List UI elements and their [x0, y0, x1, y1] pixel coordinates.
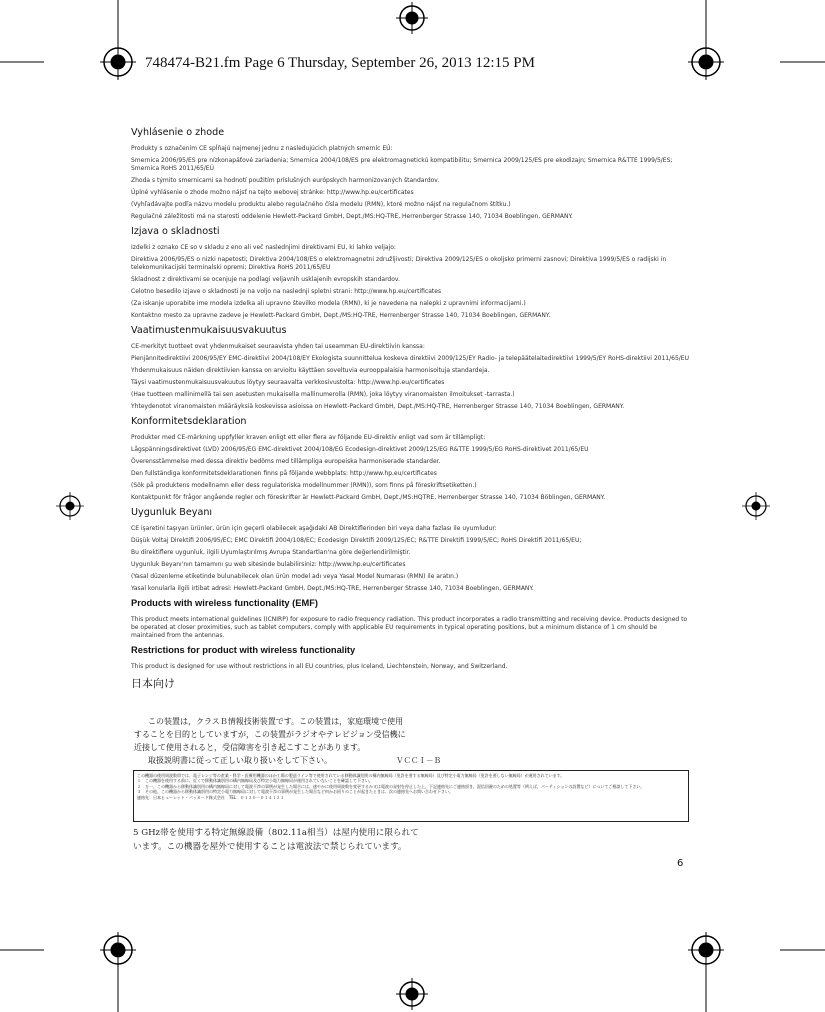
section-title: Izjava o skladnosti — [131, 226, 220, 237]
paragraph: Düşük Voltaj Direktifi 2006/95/EC; EMC Direktifi 2004/108/EC; Ecodesign Direktifi 2009/125/EC; R&TTE Direktifi 1999/5/EC; RoHS Direktifi 2011/65/EU; — [131, 537, 582, 544]
paragraph: This product is designed for use without restrictions in all EU countries, plus Iceland, Liechtenstein, Norway, and Switzerland. — [131, 663, 508, 670]
paragraph: Kontaktpunkt för frågor angående regler och föreskrifter är Hewlett-Packard GmbH, Dept./MS:HQTRE, Herrenberger Strasse 140, 71034 Böblingen, GERMANY. — [131, 494, 606, 501]
file-header: 748474-B21.fm Page 6 Thursday, September 26, 2013 12:15 PM — [145, 55, 535, 71]
paragraph: Uygunluk Beyanı'nın tamamını şu web sitesinde bulabilirsiniz: http://www.hp.eu/certificates — [131, 561, 406, 568]
ghz-line: います。この機器を屋外で使用することは電波法で禁じられています。 — [133, 842, 407, 852]
paragraph: Kontaktno mesto za upravne zadeve je Hewlett-Packard GmbH, Dept./MS:HQ-TRE, Herrenberger Strasse 140, 71034 Boeblingen, GERMANY. — [131, 312, 551, 319]
paragraph: (Vyhľadávajte podľa názvu modelu produktu alebo regulačného čísla modelu (RMN), ktoré možno nájsť na regulačnom štítku.) — [131, 201, 511, 208]
paragraph: (Yasal düzenleme etiketinde bulunabilecek olan ürün model adı veya Yasal Model Numarası (RMN) ile aratın.) — [131, 573, 459, 580]
paragraph: Yhteydenotot viranomaisten määräyksiä koskevissa asioissa on Hewlett-Packard GmbH, Dept./MS:HQ-TRE, Herrenberger Strasse 140, 71034 Boeblingen, GERMANY. — [131, 403, 625, 410]
section-title: Konformitetsdeklaration — [131, 416, 247, 427]
crop-mark-bottom-right — [688, 932, 825, 1012]
paragraph: This product meets international guidelines (ICNIRP) for exposure to radio frequency radiation. This product incorporates a radio transmitting and receiving device. Products designed to be operated at closer proximities, such as tablet computers, comply with applicable EU requirements in typical operating positions, but a minimum distance of 1 cm should be maintained from the antennas. — [131, 616, 688, 639]
paragraph: Täysi vaatimustenmukaisuusvakuutus löytyy seuraavalta verkkosivustolta: http://www.hp.eu/certificates — [131, 379, 445, 386]
box-line: １ この機器を使用する前に、近くで移動体識別用の構内無線局及び特定小電力無線局が運用されていないことを確認して下さい。 — [137, 778, 373, 784]
paragraph: (Za iskanje uporabite ime modela izdelka ali upravno številko modela (RMN), ki je navedena na nalepki z upravnimi informacijami.) — [131, 300, 526, 307]
section-title: Products with wireless functionality (EMF) — [131, 598, 318, 608]
paragraph: Zhoda s týmito smernicami sa hodnotí použitím príslušných európskych harmonizovaných štandardov. — [131, 177, 440, 184]
paragraph: Pienjännitedirektiivi 2006/95/EY EMC-direktiivi 2004/108/EY Ekologista suunnittelua koskeva direktiivi 2009/125/EY Radio- ja telepäätelaitedirektiivi 1999/5/EY RoHS-direktiivi 2011/65/EU — [131, 355, 689, 362]
crop-mark-middle-right — [742, 492, 770, 520]
section-emf — [131, 597, 693, 640]
ghz-line: 5 GHz帯を使用する特定無線設備（802.11a相当）は屋内使用に限られて — [133, 828, 419, 838]
vcci-code: ＶＣＣＩ－Ｂ — [396, 756, 441, 765]
box-line: ３ その他、この機器から移動体識別用の特定小電力無線局に対して電波干渉の事例が発生した場合など何かお困りのことが起きたときは、次の連絡先へお問い合わせ下さい。 — [137, 789, 453, 795]
section-title: Uygunluk Beyanı — [131, 507, 213, 518]
crop-mark-top-right — [688, 0, 825, 80]
vcci-line: この装置は，クラスＢ情報技術装置です。この装置は，家庭環境で使用 — [148, 717, 404, 726]
paragraph: Úplné vyhlásenie o zhode možno nájsť na tejto webovej stránke: http://www.hp.eu/certificates — [131, 189, 414, 196]
vcci-line: 近接して使用されると，受信障害を引き起こすことがあります。 — [134, 743, 366, 752]
section-turkish — [131, 506, 693, 593]
section-slovak — [131, 126, 693, 221]
vcci-notice — [134, 715, 444, 767]
paragraph: Lågspänningsdirektivet (LVD) 2006/95/EG EMC-direktivet 2004/108/EG Ecodesign-direktivet 2009/125/EG R&TTE 1999/5/EG RoHS-direktivet 2011/65/EU — [131, 446, 589, 453]
paragraph: Den fullständiga konformitetsdeklarationen finns på följande webbplats: http://www.hp.eu/certificates — [131, 470, 437, 477]
section-title: Vyhlásenie o zhode — [131, 127, 225, 138]
crop-mark-top-left — [0, 0, 136, 80]
crop-mark-bottom-center — [396, 978, 428, 1010]
5ghz-notice — [133, 826, 493, 854]
section-slovenian — [131, 225, 693, 320]
paragraph: Regulačné záležitosti má na starosti oddelenie Hewlett-Packard GmbH, Dept./MS:HQ-TRE, Herrenberger Strasse 140, 71034 Boeblingen, GERMANY. — [131, 213, 573, 220]
paragraph: Smernica 2006/95/ES pre nízkonapäťové zariadenia; Smernica 2004/108/ES pre elektromagnetickú kompatibilitu; Smernica 2009/125/ES pre ekodizajn; Smernica R&TTE 1999/5/ES; Smernica RoHS 2011/65/EÚ — [131, 157, 673, 172]
paragraph: CE işaretini taşıyan ürünler, ürün için geçerli olabilecek aşağıdaki AB Direktiflerinden biri veya daha fazlası ile uyumludur: — [131, 525, 497, 532]
page-number: 6 — [677, 858, 684, 869]
vcci-line: することを目的としていますが，この装置がラジオやテレビジョン受信機に — [134, 730, 406, 739]
paragraph: Bu direktiflere uygunluk, ilgili Uyumlaştırılmış Avrupa Standartları'na göre değerlendirilmiştir. — [131, 549, 411, 556]
paragraph: Direktiva 2006/95/ES o nizki napetosti; Direktiva 2004/108/ES o elektromagnetni združljivosti; Direktiva 2009/125/ES o okoljsko primerni zasnovi; Direktiva 1999/5/ES o radijski in telekomunikacijski terminalski opremi; Direktiva RoHS 2011/65/EU — [131, 256, 667, 271]
section-finnish — [131, 324, 693, 411]
vcci-line: 取扱説明書に従って正しい取り扱いをして下さい。 — [148, 756, 332, 765]
crop-mark-bottom-left — [0, 932, 136, 1012]
paragraph: (Sök på produktens modellnamn eller dess regulatoriska modellnummer (RMN)), som finns på föreskriftsetiketten.) — [131, 482, 477, 489]
radio-notice-box — [133, 770, 689, 822]
japan-section-title: 日本向け — [131, 677, 175, 690]
paragraph: Yhdenmukaisuus näiden direktiivien kanssa on arvioitu käyttäen soveltuvia eurooppalaisia harmonisoituja standardeja. — [131, 367, 490, 374]
paragraph: (Hae tuotteen mallinimellä tai sen asetusten mukaisella mallinumerolla (RMN), joka löytyy viranomaisten ilmoitukset -tarrasta.) — [131, 391, 515, 398]
paragraph: Produkter med CE-märkning uppfyller kraven enligt ett eller flera av följande EU-direktiv enligt vad som är tillämpligt: — [131, 434, 486, 441]
box-line: 連絡先：日本ヒューレット・パッカード株式会社 TEL：０１２０－０１４１２１ — [137, 794, 285, 800]
section-wireless-restrictions — [131, 644, 693, 671]
section-title: Restrictions for product with wireless functionality — [131, 645, 356, 655]
paragraph: Överensstämmelse med dessa direktiv bedöms med tillämpliga europeiska harmoniserade standarder. — [131, 458, 441, 465]
paragraph: Produkty s označením CE spĺňajú najmenej jednu z nasledujúcich platných smerníc EÚ: — [131, 145, 393, 152]
paragraph: Celotno besedilo izjave o skladnosti je na voljo na naslednji spletni strani: http://www.hp.eu/certificates — [131, 288, 442, 295]
paragraph: Yasal konularla ilgili irtibat adresi: Hewlett-Packard GmbH, Dept./MS:HQ-TRE, Herrenberger Strasse 140, 71034 Boeblingen, GERMANY. — [131, 585, 534, 592]
paragraph: Skladnost z direktivami se ocenjuje na podlagi veljavnih usklajenih evropskih standardov. — [131, 276, 400, 283]
section-title: Vaatimustenmukaisuusvakuutus — [131, 325, 287, 336]
box-line: ２ 万一、この機器から移動体識別用の構内無線局に対して電波干渉の事例が発生した場合には、速やかに使用周波数を変更するか又は電波の発射を停止した上、下記連絡先にご連絡頂き、混信回避のための処置等（例えば、パーティションの設置など）についてご相談して下さい。 — [137, 783, 645, 789]
paragraph: Izdelki z oznako CE so v skladu z eno ali več naslednjimi direktivami EU, ki lahko veljajo: — [131, 244, 396, 251]
crop-mark-middle-left — [56, 492, 84, 520]
section-swedish — [131, 415, 693, 502]
box-line: この機器の使用周波数帯では、電子レンジ等の産業・科学・医療用機器のほか工場の製造ライン等で使用されている移動体識別用の構内無線局（免許を要する無線局）及び特定小電力無線局（免許を要しない無線局）が運用されています。 — [137, 773, 565, 778]
paragraph: CE-merkityt tuotteet ovat yhdenmukaiset seuraavista yhden tai useamman EU-direktiivin kanssa: — [131, 343, 425, 350]
regulatory-content — [131, 126, 693, 699]
crop-mark-top-center — [396, 2, 428, 34]
